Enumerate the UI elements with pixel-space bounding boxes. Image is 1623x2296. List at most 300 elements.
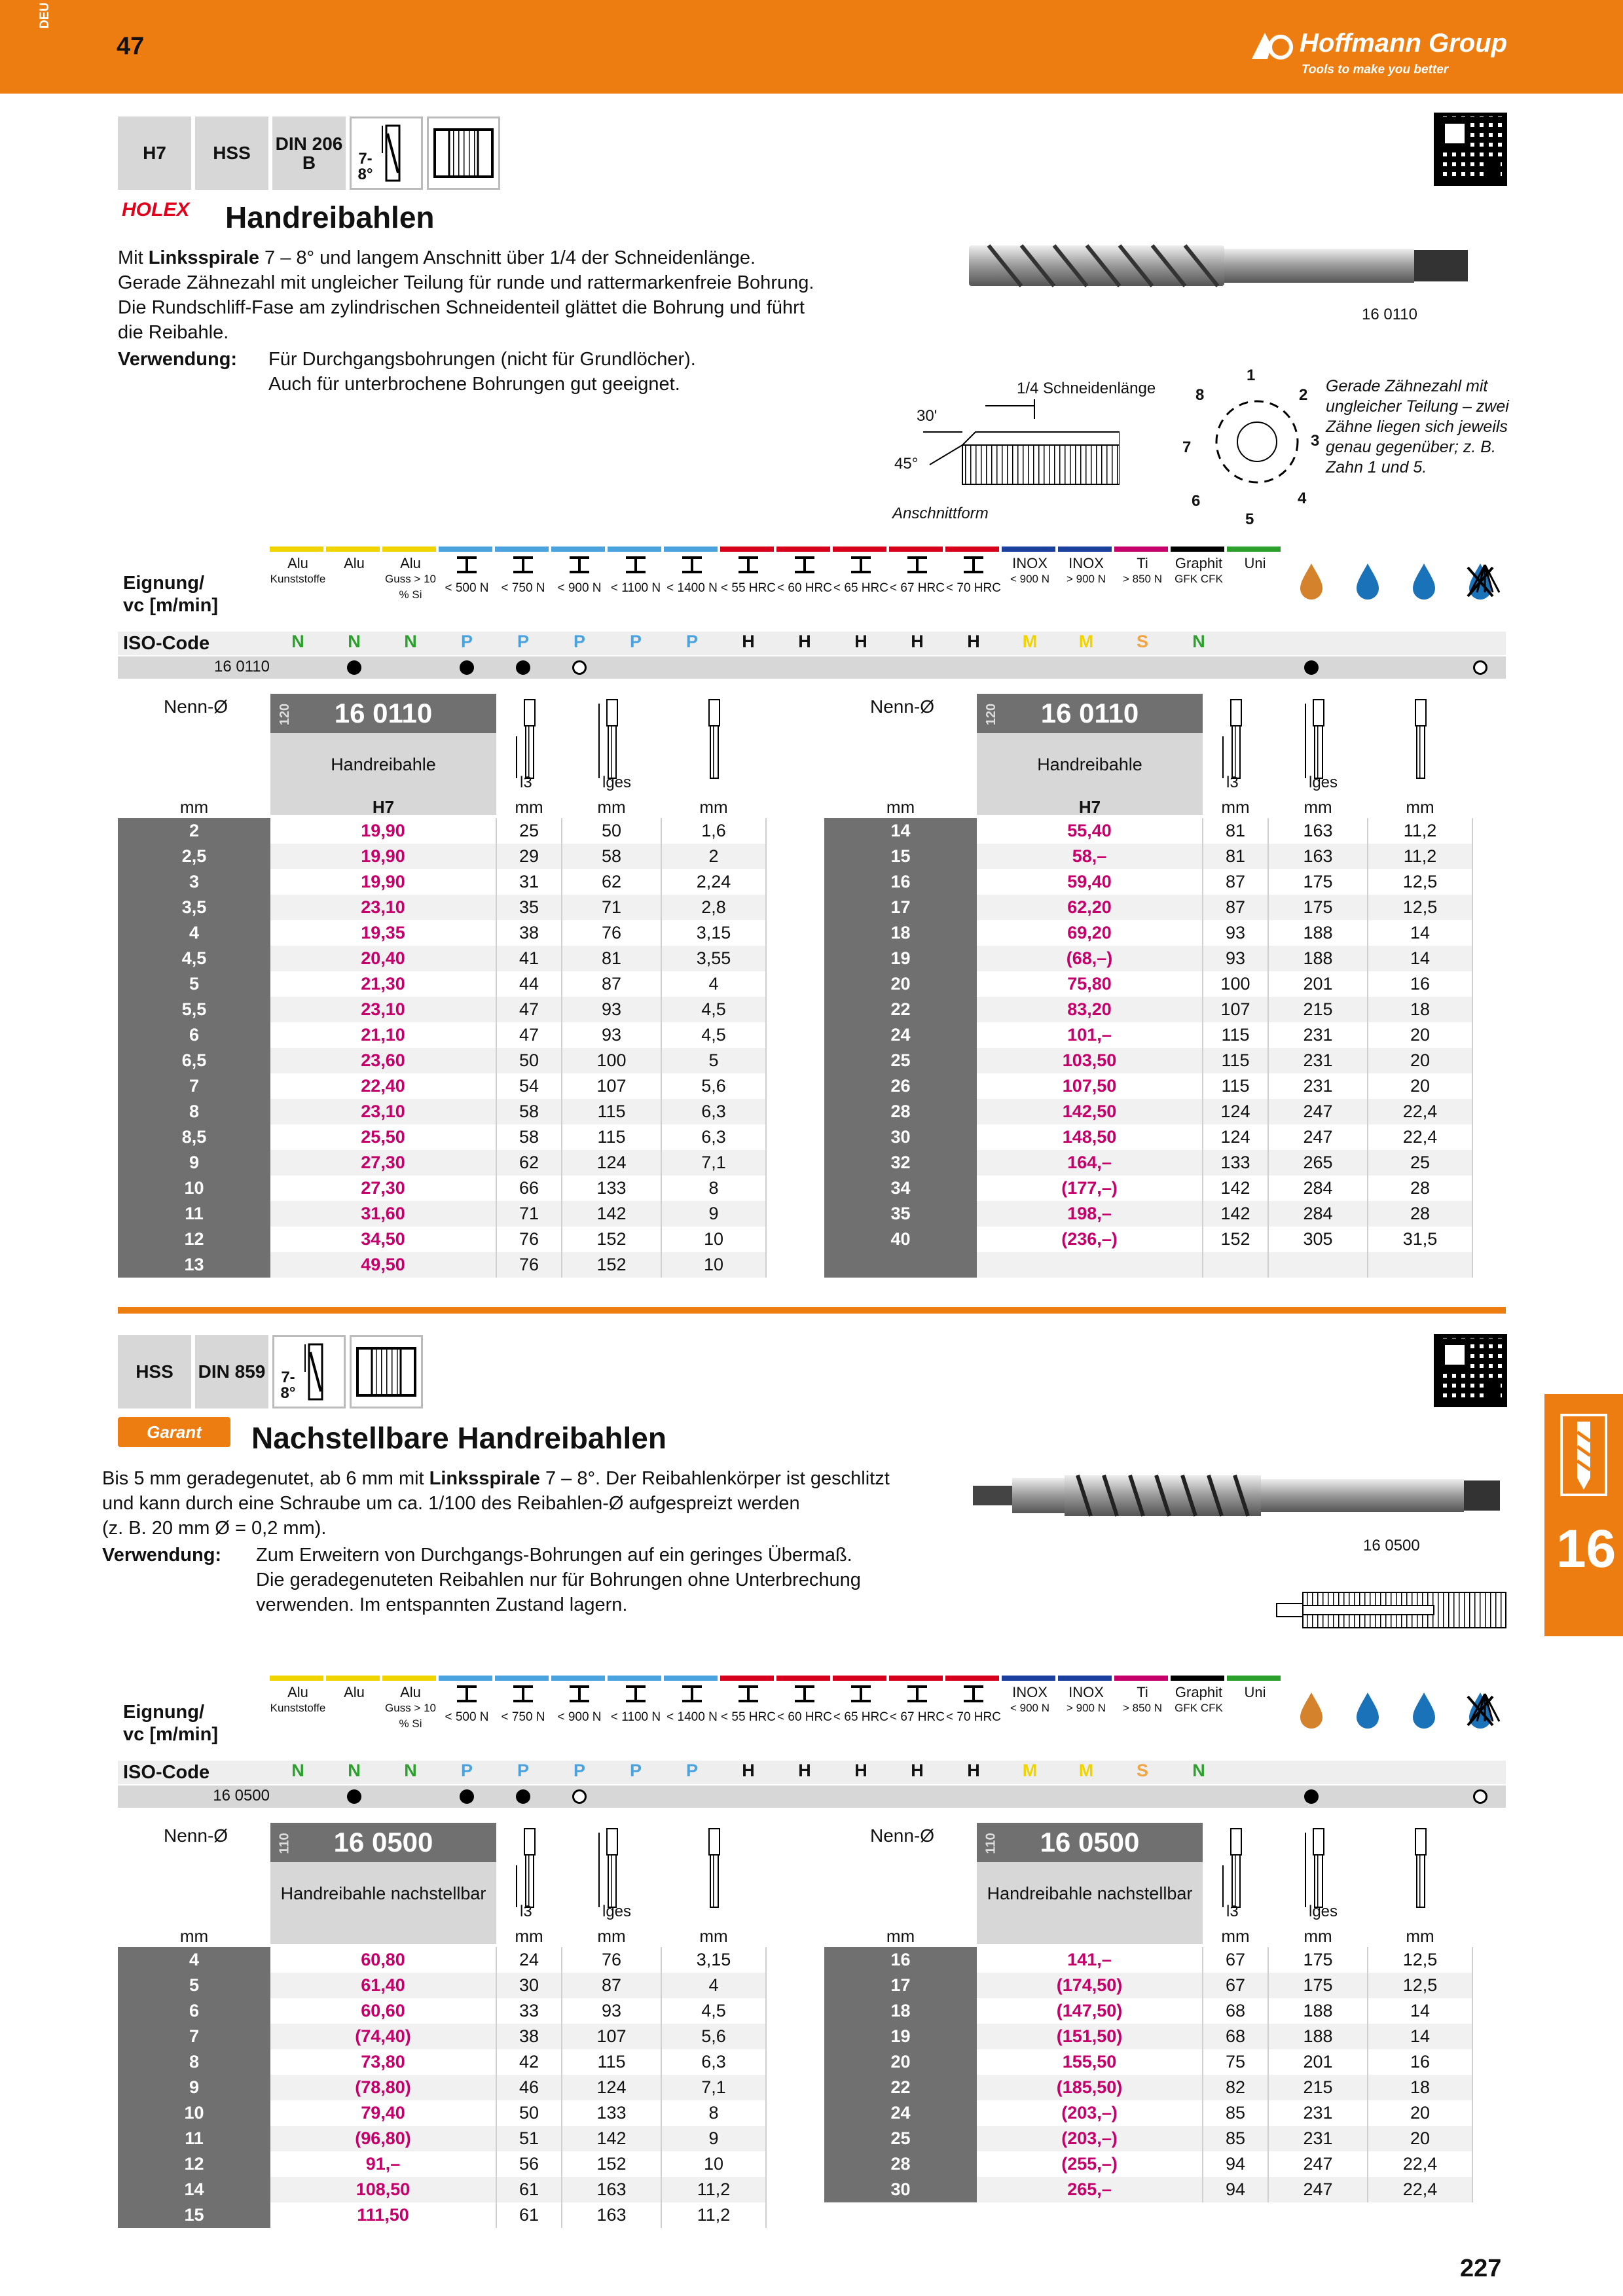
steel-beam-icon bbox=[512, 1685, 534, 1703]
qr-code-1[interactable] bbox=[1434, 113, 1507, 186]
nominal-diameter: 10 bbox=[118, 1175, 270, 1201]
price: 31,60 bbox=[270, 1201, 496, 1227]
material-spec: < 900 N bbox=[557, 581, 602, 595]
table-row bbox=[118, 1022, 766, 1048]
l3-value: 31 bbox=[496, 869, 562, 895]
brand-name: Hoffmann Group bbox=[1300, 29, 1508, 58]
l3-value: 38 bbox=[496, 2024, 562, 2049]
price: 21,10 bbox=[270, 1022, 496, 1048]
l3-value bbox=[1203, 1252, 1268, 1278]
nominal-diameter: 18 bbox=[824, 1998, 977, 2024]
reamer-chapter-icon bbox=[1559, 1412, 1609, 1498]
table-row bbox=[824, 1175, 1472, 1201]
l3-value: 82 bbox=[1203, 2075, 1268, 2100]
reamer-section-drawing bbox=[1270, 1587, 1512, 1633]
table-row bbox=[118, 2202, 766, 2228]
qr-code-2[interactable] bbox=[1434, 1334, 1507, 1407]
nominal-diameter: 4 bbox=[118, 920, 270, 946]
iso-code: P bbox=[573, 632, 585, 651]
table-row bbox=[824, 1099, 1472, 1124]
l3-value: 81 bbox=[1203, 818, 1268, 844]
table-row bbox=[824, 2024, 1472, 2049]
price: 91,– bbox=[270, 2151, 496, 2177]
price bbox=[977, 1252, 1203, 1278]
diagram-length-label: 1/4 Schneidenlänge bbox=[1017, 380, 1156, 397]
lges-value: 175 bbox=[1268, 1947, 1368, 1973]
dimension-symbol: l3 bbox=[1226, 1903, 1239, 1920]
l3-dimension-icon bbox=[1219, 1826, 1252, 1911]
table-nenn-label: Nenn-Ø bbox=[870, 1825, 935, 1846]
shank-value: 11,2 bbox=[661, 2177, 766, 2202]
lges-value: 163 bbox=[1268, 844, 1368, 869]
matrix-label-eignung: Eignung/ bbox=[123, 573, 205, 594]
l3-value: 68 bbox=[1203, 2024, 1268, 2049]
lges-value: 163 bbox=[1268, 818, 1368, 844]
table-row bbox=[824, 2177, 1472, 2202]
holex-logo: HOLEX bbox=[122, 199, 190, 221]
nominal-diameter: 6 bbox=[118, 1022, 270, 1048]
table-row bbox=[118, 2177, 766, 2202]
material-spec: < 900 N bbox=[557, 1710, 602, 1724]
material-spec: > 900 N bbox=[1066, 1702, 1106, 1714]
shank-value: 16 bbox=[1368, 2049, 1472, 2075]
shank-value: 22,4 bbox=[1368, 1124, 1472, 1150]
iso-code: P bbox=[517, 1761, 529, 1780]
header-page-number: 47 bbox=[117, 33, 145, 60]
nominal-diameter: 17 bbox=[824, 1973, 977, 1998]
iso-code: M bbox=[1022, 1761, 1038, 1780]
table-unit: mm bbox=[1304, 1926, 1332, 1946]
material-spec: Guss > 10 % Si bbox=[385, 1702, 436, 1730]
chapter-tab[interactable] bbox=[1544, 1394, 1623, 1636]
material-color-strip bbox=[664, 1676, 718, 1681]
nominal-diameter: 30 bbox=[824, 1124, 977, 1150]
spiral-angle-label: 7-8° bbox=[357, 150, 373, 183]
lges-value bbox=[1268, 1252, 1368, 1278]
nominal-diameter: 12 bbox=[118, 1227, 270, 1252]
price: (96,80) bbox=[270, 2126, 496, 2151]
material-spec: GFK CFK bbox=[1175, 1702, 1223, 1714]
shank-dimension-icon bbox=[1404, 697, 1436, 782]
material-spec: < 55 HRC bbox=[721, 1710, 776, 1724]
product-title-2: Nachstellbare Handreibahlen bbox=[251, 1421, 666, 1455]
shank-value: 20 bbox=[1368, 1073, 1472, 1099]
table-unit: mm bbox=[1406, 797, 1434, 817]
lges-value: 133 bbox=[562, 2100, 661, 2126]
l3-value: 81 bbox=[1203, 844, 1268, 869]
table-row bbox=[824, 920, 1472, 946]
dimension-symbol: l3 bbox=[520, 1903, 532, 1920]
material-name: INOX bbox=[1068, 1684, 1104, 1700]
l3-value: 68 bbox=[1203, 1998, 1268, 2024]
spec-badges-1 bbox=[118, 117, 500, 190]
shank-value: 20 bbox=[1368, 1022, 1472, 1048]
l3-value: 61 bbox=[496, 2202, 562, 2228]
table-row bbox=[824, 997, 1472, 1022]
price: (74,40) bbox=[270, 2024, 496, 2049]
table-row bbox=[118, 895, 766, 920]
lges-value: 163 bbox=[562, 2202, 661, 2228]
suitability-ring-mark bbox=[572, 660, 587, 675]
table-product-name: Handreibahle nachstellbar bbox=[270, 1862, 496, 1924]
price: (174,50) bbox=[977, 1973, 1203, 1998]
shank-value: 6,3 bbox=[661, 1099, 766, 1124]
table-unit: mm bbox=[515, 1926, 543, 1946]
steel-beam-icon bbox=[850, 1685, 872, 1703]
l3-value: 87 bbox=[1203, 869, 1268, 895]
nominal-diameter: 19 bbox=[824, 2024, 977, 2049]
l3-value: 87 bbox=[1203, 895, 1268, 920]
l3-dimension-icon bbox=[1219, 697, 1252, 782]
diagram-caption: Anschnittform bbox=[892, 505, 989, 522]
iso-code: H bbox=[798, 632, 811, 651]
material-spec: < 70 HRC bbox=[946, 1710, 1001, 1724]
language-code: DEU bbox=[38, 2, 52, 29]
l3-value: 76 bbox=[496, 1227, 562, 1252]
table-row bbox=[824, 1947, 1472, 1973]
iso-code: P bbox=[573, 1761, 585, 1780]
table-row bbox=[118, 818, 766, 844]
nominal-diameter: 4 bbox=[118, 1947, 270, 1973]
material-spec: < 1100 N bbox=[610, 581, 661, 595]
material-spec: < 750 N bbox=[501, 581, 545, 595]
matrix-label-vc: vc [m/min] bbox=[123, 1724, 219, 1745]
diagram-angle-30: 30' bbox=[917, 407, 938, 425]
suitability-dot-mark bbox=[1304, 660, 1319, 675]
nominal-diameter: 20 bbox=[824, 971, 977, 997]
table-unit: mm bbox=[886, 797, 915, 817]
price: 265,– bbox=[977, 2177, 1203, 2202]
price: 60,60 bbox=[270, 1998, 496, 2024]
emulsion-drop-icon bbox=[1351, 1690, 1384, 1729]
steel-beam-icon bbox=[737, 556, 759, 574]
shank-value: 8 bbox=[661, 2100, 766, 2126]
price: 27,30 bbox=[270, 1150, 496, 1175]
lges-value: 247 bbox=[1268, 2151, 1368, 2177]
shank-value: 18 bbox=[1368, 2075, 1472, 2100]
oil-drop-icon bbox=[1295, 1690, 1328, 1729]
spiral-angle-label: 7-8° bbox=[280, 1369, 296, 1402]
price: (78,80) bbox=[270, 2075, 496, 2100]
steel-beam-icon bbox=[456, 556, 478, 574]
price: 21,30 bbox=[270, 971, 496, 997]
nominal-diameter: 14 bbox=[824, 818, 977, 844]
shank-value: 14 bbox=[1368, 946, 1472, 971]
lges-value: 107 bbox=[562, 1073, 661, 1099]
l3-value: 71 bbox=[496, 1201, 562, 1227]
material-spec: < 60 HRC bbox=[777, 581, 832, 595]
table-row bbox=[118, 1048, 766, 1073]
lges-value: 175 bbox=[1268, 895, 1368, 920]
material-color-strip bbox=[608, 1676, 661, 1681]
material-color-strip bbox=[439, 1676, 492, 1681]
material-spec: > 850 N bbox=[1122, 1702, 1162, 1714]
table-row bbox=[824, 1048, 1472, 1073]
table-row bbox=[118, 2075, 766, 2100]
price: (151,50) bbox=[977, 2024, 1203, 2049]
shank-value: 3,15 bbox=[661, 1947, 766, 1973]
iso-code: P bbox=[685, 1761, 698, 1780]
section-separator bbox=[118, 1307, 1506, 1314]
suitability-dot-mark bbox=[516, 1789, 530, 1804]
material-color-strip bbox=[889, 1676, 943, 1681]
price: 155,50 bbox=[977, 2049, 1203, 2075]
price: 83,20 bbox=[977, 997, 1203, 1022]
shank-value: 18 bbox=[1368, 997, 1472, 1022]
material-color-strip bbox=[1227, 1676, 1281, 1681]
l3-value: 38 bbox=[496, 920, 562, 946]
material-color-strip bbox=[1171, 547, 1224, 552]
l3-value: 47 bbox=[496, 1022, 562, 1048]
lges-value: 115 bbox=[562, 2049, 661, 2075]
price: 60,80 bbox=[270, 1947, 496, 1973]
iso-code: P bbox=[460, 1761, 473, 1780]
nominal-diameter: 28 bbox=[824, 1099, 977, 1124]
shank-value: 10 bbox=[661, 2151, 766, 2177]
shank-value: 4 bbox=[661, 971, 766, 997]
lges-value: 188 bbox=[1268, 946, 1368, 971]
lges-value: 231 bbox=[1268, 1073, 1368, 1099]
nominal-diameter: 34 bbox=[824, 1175, 977, 1201]
l3-value: 107 bbox=[1203, 997, 1268, 1022]
lges-value: 133 bbox=[562, 1175, 661, 1201]
table-row bbox=[824, 2151, 1472, 2177]
hoffmann-logo-icon bbox=[1249, 29, 1295, 63]
shank-value: 10 bbox=[661, 1227, 766, 1252]
nominal-diameter: 19 bbox=[824, 946, 977, 971]
material-color-strip bbox=[889, 547, 943, 552]
table-row bbox=[118, 869, 766, 895]
nominal-diameter: 17 bbox=[824, 895, 977, 920]
shank-value: 4,5 bbox=[661, 1998, 766, 2024]
badge-material: HSS bbox=[118, 1335, 191, 1408]
table-row bbox=[118, 2126, 766, 2151]
material-name: Uni bbox=[1244, 1684, 1266, 1700]
nominal-diameter: 5,5 bbox=[118, 997, 270, 1022]
table-row bbox=[118, 2100, 766, 2126]
product-title-1: Handreibahlen bbox=[225, 200, 435, 234]
lges-value: 247 bbox=[1268, 1099, 1368, 1124]
iso-code: N bbox=[348, 632, 361, 651]
dimension-symbol: lges bbox=[602, 774, 632, 791]
price: 69,20 bbox=[977, 920, 1203, 946]
l3-value: 54 bbox=[496, 1073, 562, 1099]
product-description-2: Bis 5 mm geradegenutet, ab 6 mm mit Linksspirale 7 – 8°. Der Reibahlenkörper ist geschlitzt und kann durch eine Schraube um ca. 1/100 des Reibahlen-Ø aufgespreizt werden (z. B. 20 mm Ø = 0,2 mm). bbox=[102, 1468, 890, 1539]
material-name: INOX bbox=[1012, 555, 1048, 571]
nominal-diameter: 18 bbox=[824, 920, 977, 946]
lges-value: 265 bbox=[1268, 1150, 1368, 1175]
table-row bbox=[118, 1150, 766, 1175]
suitability-dot-mark bbox=[347, 660, 361, 675]
l3-value: 46 bbox=[496, 2075, 562, 2100]
material-name: Alu bbox=[344, 555, 365, 571]
l3-value: 25 bbox=[496, 818, 562, 844]
price: 73,80 bbox=[270, 2049, 496, 2075]
iso-code: S bbox=[1136, 632, 1148, 651]
price: (68,–) bbox=[977, 946, 1203, 971]
price: 20,40 bbox=[270, 946, 496, 971]
shank-value: 5,6 bbox=[661, 1073, 766, 1099]
table-row bbox=[118, 1073, 766, 1099]
steel-beam-icon bbox=[906, 556, 928, 574]
shank-value: 9 bbox=[661, 2126, 766, 2151]
shank-value: 10 bbox=[661, 1252, 766, 1278]
matrix-label-vc: vc [m/min] bbox=[123, 595, 219, 616]
l3-value: 41 bbox=[496, 946, 562, 971]
steel-beam-icon bbox=[962, 1685, 985, 1703]
nominal-diameter: 9 bbox=[118, 2075, 270, 2100]
l3-value: 142 bbox=[1203, 1175, 1268, 1201]
table-row bbox=[824, 2075, 1472, 2100]
material-name: Uni bbox=[1244, 555, 1266, 571]
l3-value: 85 bbox=[1203, 2126, 1268, 2151]
nominal-diameter: 5 bbox=[118, 971, 270, 997]
price: 49,50 bbox=[270, 1252, 496, 1278]
lges-value: 124 bbox=[562, 1150, 661, 1175]
material-name: Alu bbox=[400, 555, 421, 571]
material-color-strip bbox=[720, 1676, 774, 1681]
lges-value: 284 bbox=[1268, 1175, 1368, 1201]
l3-value: 152 bbox=[1203, 1227, 1268, 1252]
suitability-dot-mark bbox=[516, 660, 530, 675]
l3-value: 94 bbox=[1203, 2177, 1268, 2202]
iso-code: H bbox=[742, 1761, 755, 1780]
material-spec: < 65 HRC bbox=[833, 581, 888, 595]
steel-beam-icon bbox=[456, 1685, 478, 1703]
lges-dimension-icon bbox=[1302, 1826, 1334, 1911]
table-row bbox=[824, 946, 1472, 971]
material-name: Graphit bbox=[1175, 555, 1223, 571]
l3-value: 67 bbox=[1203, 1973, 1268, 1998]
material-color-strip bbox=[945, 1676, 999, 1681]
material-color-strip bbox=[326, 1676, 380, 1681]
nominal-diameter: 12 bbox=[118, 2151, 270, 2177]
lges-value: 201 bbox=[1268, 2049, 1368, 2075]
price: 141,– bbox=[977, 1947, 1203, 1973]
shank-value: 14 bbox=[1368, 1998, 1472, 2024]
dimension-symbol: lges bbox=[602, 1903, 632, 1920]
table-product-code: 120 16 0110 bbox=[270, 694, 496, 733]
price: 25,50 bbox=[270, 1124, 496, 1150]
nominal-diameter: 30 bbox=[824, 2177, 977, 2202]
steel-beam-icon bbox=[625, 556, 647, 574]
price: 23,60 bbox=[270, 1048, 496, 1073]
lges-value: 175 bbox=[1268, 869, 1368, 895]
price: 23,10 bbox=[270, 1099, 496, 1124]
price: 79,40 bbox=[270, 2100, 496, 2126]
nominal-diameter: 22 bbox=[824, 997, 977, 1022]
price: 23,10 bbox=[270, 895, 496, 920]
lges-value: 107 bbox=[562, 2024, 661, 2049]
l3-value: 44 bbox=[496, 971, 562, 997]
lges-dimension-icon bbox=[1302, 697, 1334, 782]
matrix-iso-label: ISO-Code bbox=[123, 1762, 210, 1783]
material-spec: < 900 N bbox=[1010, 573, 1049, 585]
lges-value: 100 bbox=[562, 1048, 661, 1073]
through-hole-icon bbox=[427, 117, 500, 190]
nominal-diameter: 7 bbox=[118, 1073, 270, 1099]
nominal-diameter: 14 bbox=[118, 2177, 270, 2202]
l3-value: 30 bbox=[496, 1973, 562, 1998]
steel-beam-icon bbox=[793, 556, 816, 574]
iso-code: H bbox=[854, 1761, 867, 1780]
brand-tagline: Tools to make you better bbox=[1302, 63, 1449, 77]
material-name: Alu bbox=[287, 555, 308, 571]
table-nenn-label: Nenn-Ø bbox=[870, 696, 935, 717]
table-unit: H7 bbox=[1078, 797, 1101, 817]
l3-value: 29 bbox=[496, 844, 562, 869]
price: 19,90 bbox=[270, 844, 496, 869]
price: (203,–) bbox=[977, 2126, 1203, 2151]
nominal-diameter: 8,5 bbox=[118, 1124, 270, 1150]
table-row bbox=[118, 1124, 766, 1150]
price: 107,50 bbox=[977, 1073, 1203, 1099]
shank-value: 12,5 bbox=[1368, 869, 1472, 895]
material-color-strip bbox=[270, 547, 323, 552]
nominal-diameter: 25 bbox=[824, 1048, 977, 1073]
lges-value: 152 bbox=[562, 2151, 661, 2177]
material-name: INOX bbox=[1012, 1684, 1048, 1700]
shank-value: 20 bbox=[1368, 2126, 1472, 2151]
material-spec: < 65 HRC bbox=[833, 1710, 888, 1724]
shank-value: 4,5 bbox=[661, 1022, 766, 1048]
nominal-diameter: 2,5 bbox=[118, 844, 270, 869]
steel-beam-icon bbox=[681, 556, 703, 574]
iso-code: N bbox=[404, 632, 417, 651]
shank-value: 11,2 bbox=[1368, 844, 1472, 869]
product-description-1: Mit Linksspirale 7 – 8° und langem Anschnitt über 1/4 der Schneidenlänge. Gerade Zähnezahl mit ungleicher Teilung für runde und rattermarkenfreie Bohrung. Die Rundschliff-Fase am zylindrischen Schneidenteil glättet die Bohrung und führt die Reibahle. bbox=[118, 247, 814, 343]
material-color-strip bbox=[664, 547, 718, 552]
lges-value: 215 bbox=[1268, 2075, 1368, 2100]
l3-value: 115 bbox=[1203, 1022, 1268, 1048]
l3-value: 76 bbox=[496, 1252, 562, 1278]
table-row bbox=[118, 2024, 766, 2049]
through-hole-icon bbox=[350, 1335, 423, 1408]
material-color-strip bbox=[1227, 547, 1281, 552]
shank-value: 22,4 bbox=[1368, 2177, 1472, 2202]
price: 19,90 bbox=[270, 818, 496, 844]
l3-value: 33 bbox=[496, 1998, 562, 2024]
shank-value: 16 bbox=[1368, 971, 1472, 997]
material-spec: Guss > 10 % Si bbox=[385, 573, 436, 601]
table-product-name: Handreibahle bbox=[977, 733, 1203, 795]
material-color-strip bbox=[1058, 547, 1112, 552]
table-nenn-label: Nenn-Ø bbox=[164, 696, 228, 717]
l3-value: 75 bbox=[1203, 2049, 1268, 2075]
matrix-row-code: 16 0500 bbox=[213, 1787, 270, 1804]
price: 164,– bbox=[977, 1150, 1203, 1175]
shank-value: 2,8 bbox=[661, 895, 766, 920]
material-color-strip bbox=[833, 1676, 886, 1681]
iso-code: H bbox=[798, 1761, 811, 1780]
iso-code: M bbox=[1078, 632, 1094, 651]
iso-code: H bbox=[967, 632, 980, 651]
price: (147,50) bbox=[977, 1998, 1203, 2024]
price: 61,40 bbox=[270, 1973, 496, 1998]
material-color-strip bbox=[439, 547, 492, 552]
l3-value: 115 bbox=[1203, 1048, 1268, 1073]
iso-code: M bbox=[1078, 1761, 1094, 1780]
usage-label: Verwendung: bbox=[118, 349, 238, 370]
lges-value: 62 bbox=[562, 869, 661, 895]
shank-value: 8 bbox=[661, 1175, 766, 1201]
lges-value: 93 bbox=[562, 1998, 661, 2024]
l3-value: 133 bbox=[1203, 1150, 1268, 1175]
tooth-label-1: 1 bbox=[1247, 367, 1256, 384]
dimension-rows bbox=[118, 1947, 767, 2228]
shank-value: 4,5 bbox=[661, 997, 766, 1022]
nominal-diameter: 11 bbox=[118, 2126, 270, 2151]
